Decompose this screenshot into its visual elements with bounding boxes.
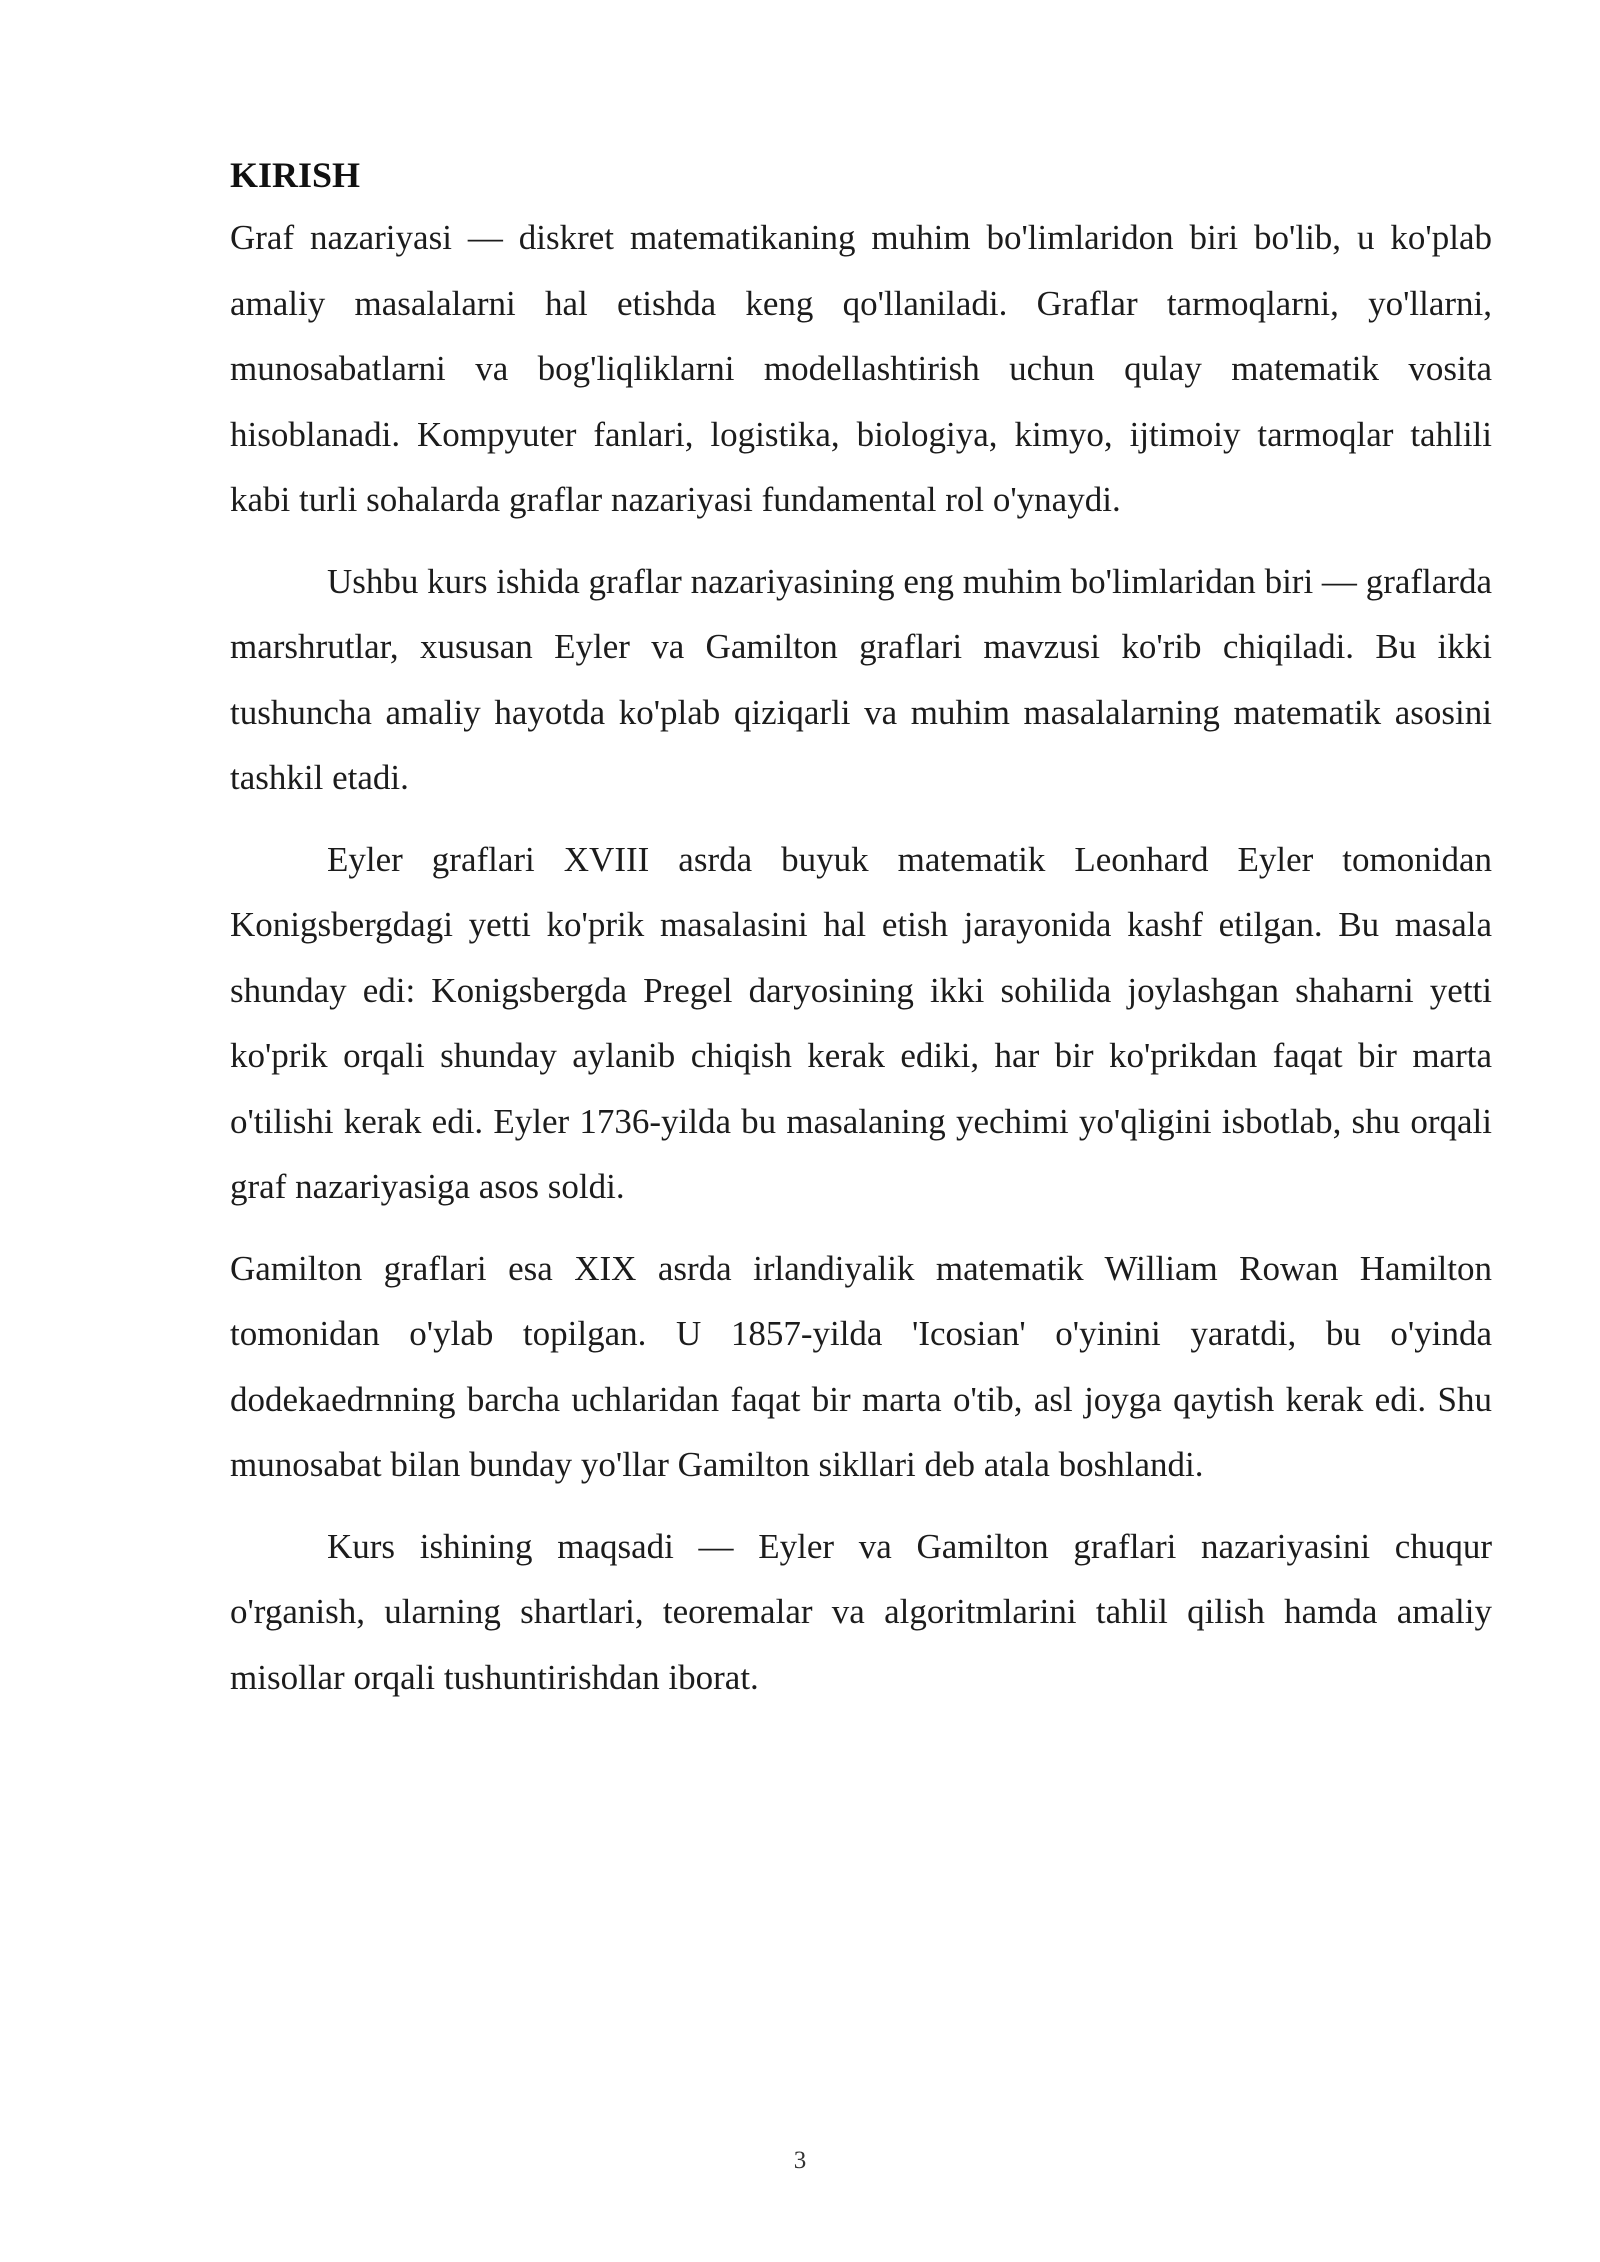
page-content	[230, 148, 1492, 1710]
section-heading: KIRISH	[230, 155, 361, 195]
page-number: 3	[793, 2147, 807, 2174]
paragraph-euler-history: Eyler graflari XVIII asrda buyuk matematik Leonhard Eyler tomonidan Konigsbergdagi yetti ko'prik masalasini hal etish jarayonida kashf etilgan. Bu masala shunday edi: Konigsbergda Pregel daryosining ikki sohilida joylashgan shaharni yetti ko'prik orqali shunday aylanib chiqish kerak ediki, har bir ko'prikdan faqat bir marta o'tilishi kerak edi. Eyler 1736-yilda bu masalaning yechimi yo'qligini isbotlab, shu orqali graf nazariyasiga asos soldi.	[230, 839, 1492, 1206]
paragraph-intro: Graf nazariyasi — diskret matematikaning muhim bo'limlaridon biri bo'lib, u ko'plab amaliy masalalarni hal etishda keng qo'llaniladi. Graflar tarmoqlarni, yo'llarni, munosabatlarni va bog'liqliklarni modellashtirish uchun qulay matematik vosita hisoblanadi. Kompyuter fanlari, logistika, biologiya, kimyo, ijtimoiy tarmoqlar tahlili kabi turli sohalarda graflar nazariyasi fundamental rol o'ynaydi.	[230, 218, 1492, 519]
paragraph-hamilton-history: Gamilton graflari esa XIX asrda irlandiyalik matematik William Rowan Hamilton tomonidan o'ylab topilgan. U 1857-yilda 'Icosian' o'yinini yaratdi, bu o'yinda dodekaedrnning barcha uchlaridan faqat bir marta o'tib, asl joyga qaytish kerak edi. Shu munosabat bilan bunday yo'llar Gamilton sikllari deb atala boshlandi.	[230, 1248, 1492, 1484]
paragraph-course-scope: Ushbu kurs ishida graflar nazariyasining eng muhim bo'limlaridan biri — graflarda marshrutlar, xususan Eyler va Gamilton graflari mavzusi ko'rib chiqiladi. Bu ikki tushuncha amaliy hayotda ko'plab qiziqarli va muhim masalalarning matematik asosini tashkil etadi.	[230, 561, 1492, 797]
paragraph-course-goal: Kurs ishining maqsadi — Eyler va Gamilton graflari nazariyasini chuqur o'rganish, ularning shartlari, teoremalar va algoritmlarini tahlil qilish hamda amaliy misollar orqali tushuntirishdan iborat.	[230, 1526, 1492, 1697]
